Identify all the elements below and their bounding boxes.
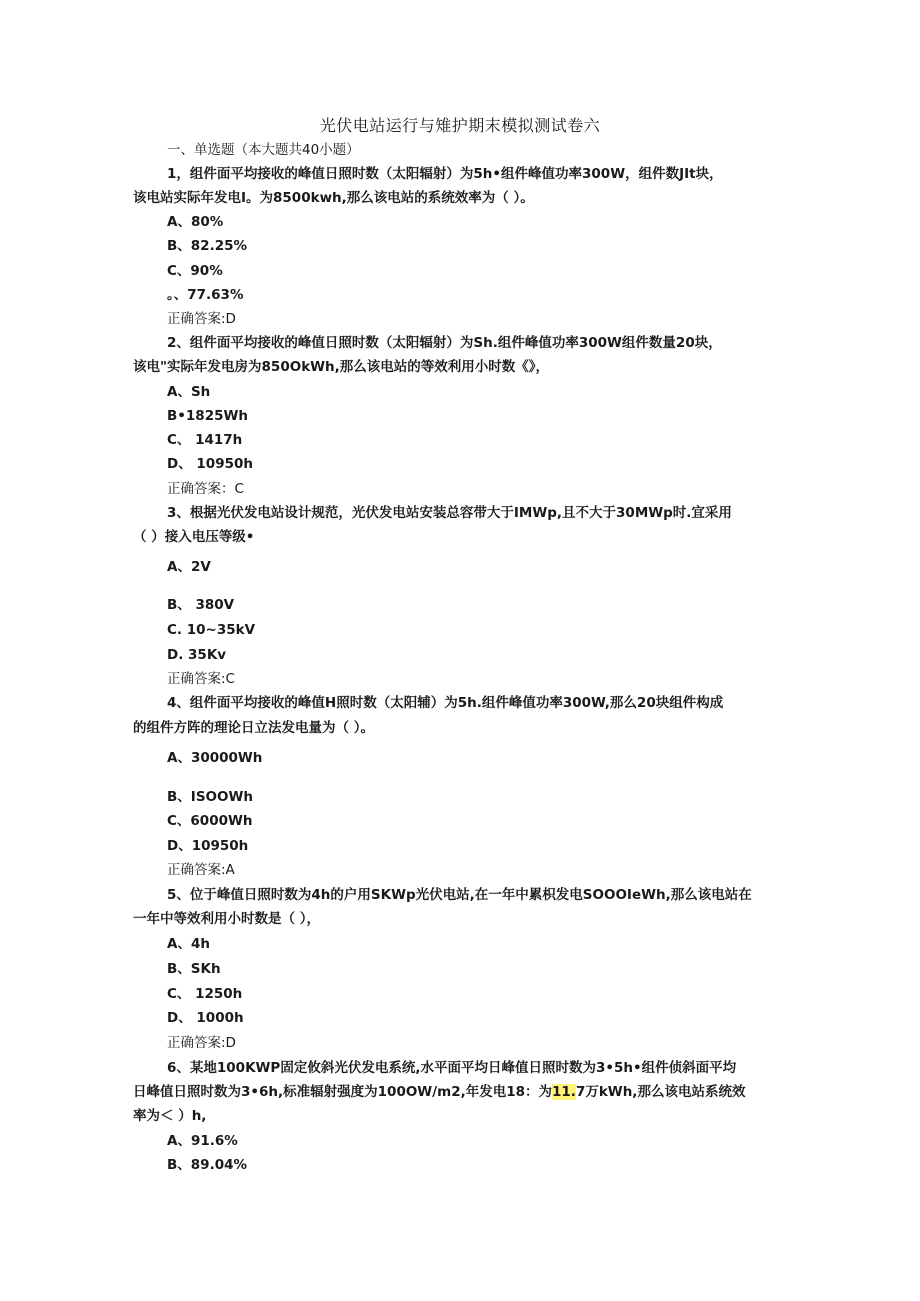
question-5-option-d: D、 1000h xyxy=(167,1010,244,1026)
highlighted-text: 11. xyxy=(552,1084,576,1100)
question-3-option-b: B、 380V xyxy=(167,597,235,613)
question-5-option-b: B、SKh xyxy=(167,961,221,977)
question-5-line-1: 5、位于峰值日照时数为4h的户用SKWp光伏电站,在一年中累枳发电SOOOIeWh,那么该电站在 xyxy=(167,887,752,903)
question-3-option-c: C. 10~35kV xyxy=(167,622,256,638)
question-3-option-d: D. 35Kv xyxy=(167,647,227,663)
question-2-line-1: 2、组件面平均接收的峰值日照时数（太阳辐射）为Sh.组件峰值功率300W组件数量20块， xyxy=(167,335,722,351)
question-6-option-a: A、91.6% xyxy=(167,1133,238,1149)
question-5-answer: 正确答案:D xyxy=(167,1035,236,1051)
question-1-line-2: 该电站实际年发电I。为8500kwh,那么该电站的系统效率为（ ）。 xyxy=(133,190,534,206)
question-1-option-c: C、90% xyxy=(167,263,223,279)
question-6-line-3: 率为＜ ）h, xyxy=(133,1108,207,1124)
question-2-option-b: B•1825Wh xyxy=(167,408,248,424)
question-3-line-2: （ ）接入电压等级• xyxy=(133,529,255,545)
page-title: 光伏电站运行与雉护期末模拟测试卷六 xyxy=(319,116,601,135)
question-5-option-a: A、4h xyxy=(167,936,210,952)
question-4-answer: 正确答案:A xyxy=(167,862,235,878)
question-1-line-1: 1，组件面平均接收的峰值日照时数（太阳辐射）为5h•组件峰值功率300W，组件数JIt块， xyxy=(167,166,723,182)
question-4-line-2: 的组件方阵的理论日立法发电量为（ ）。 xyxy=(133,720,374,736)
question-3-option-a: A、2V xyxy=(167,559,211,575)
question-4-line-1: 4、组件面平均接收的峰值H照时数（太阳辅）为5h.组件峰值功率300W,那么20块组件构成 xyxy=(167,695,724,711)
question-3-answer: 正确答案:C xyxy=(167,671,235,687)
question-5-option-c: C、 1250h xyxy=(167,986,243,1002)
question-5-line-2: 一年中等效利用小时数是（ ）， xyxy=(133,911,320,927)
question-6-option-b: B、89.04% xyxy=(167,1157,248,1173)
question-2-answer: 正确答案：C xyxy=(167,481,244,497)
question-6-line-2-start: 日峰值日照时数为3•6h,标准辐射强度为100OW/m2,年发电18：为 xyxy=(133,1084,553,1100)
question-6-line-2 xyxy=(133,1082,745,1102)
question-4-option-c: C、6000Wh xyxy=(167,813,253,829)
question-3-line-1: 3、根据光伏发电站设计规范，光伏发电站安装总容带大于IMWp,且不大于30MWp时.宜采用 xyxy=(167,505,732,521)
question-2-option-a: A、Sh xyxy=(167,384,211,400)
question-2-line-2: 该电"实际年发电房为850OkWh,那么该电站的等效利用小时数《》， xyxy=(133,359,550,375)
question-1-answer: 正确答案:D xyxy=(167,311,236,327)
question-1-option-b: B、82.25% xyxy=(167,238,248,254)
question-1-option-d: 。、77.63% xyxy=(167,287,244,303)
question-4-option-b: B、ISOOWh xyxy=(167,789,253,805)
question-2-option-d: D、 10950h xyxy=(167,456,253,472)
question-6-line-1: 6、某地100KWP固定攸斜光伏发电系统,水平面平均日峰值日照时数为3•5h•组件侦斜面平均 xyxy=(167,1060,737,1076)
question-4-option-a: A、30000Wh xyxy=(167,750,263,766)
question-1-option-a: A、80% xyxy=(167,214,224,230)
question-4-option-d: D、10950h xyxy=(167,838,249,854)
section-heading: 一、单选题（本大题共40小题） xyxy=(167,142,360,158)
question-2-option-c: C、 1417h xyxy=(167,432,243,448)
question-6-line-2-end: 7万kWh,那么该电站系统效 xyxy=(575,1084,746,1100)
